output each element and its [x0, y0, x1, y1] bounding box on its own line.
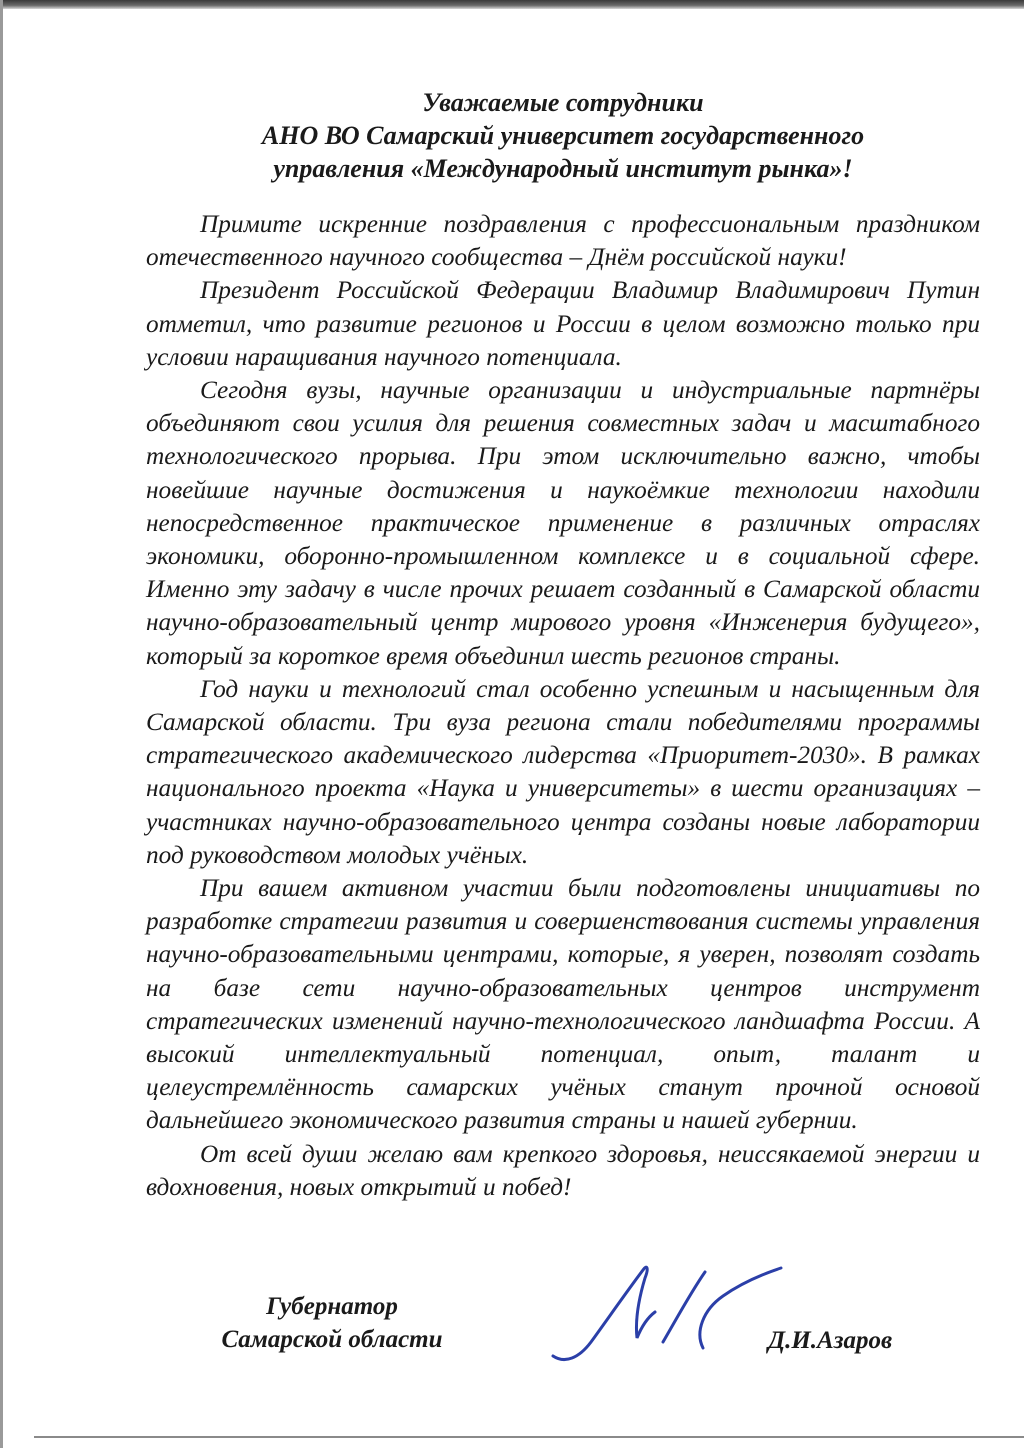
letter-text	[146, 208, 980, 1204]
letter-body	[146, 86, 980, 1204]
paragraph-wishes: От всей души желаю вам крепкого здоровья, неиссякаемой энергии и вдохновения, новых открытий и побед!	[146, 1139, 980, 1201]
scan-edge-bottom	[34, 1436, 1024, 1438]
scan-edge-left	[0, 0, 3, 1448]
signer-position-line-1: Губернатор	[266, 1293, 398, 1320]
paragraph-initiatives: При вашем активном участии были подготовлены инициативы по разработке стратегии развития и совершенствования системы управления научно-образовательными центрами, которые, я уверен, позволят создать на базе сети научно-образовательных центров инструмент стратегических изменений научно-технологического ландшафта России. А высокий интеллектуальный потенциал, опыт, талант и целеустремлённость самарских учёных станут прочной основой дальнейшего экономического развития страны и нашей губернии.	[146, 874, 980, 1135]
paragraph-president: Президент Российской Федерации Владимир Владимирович Путин отметил, что развитие регионов и России в целом возможно только при условии наращивания научного потенциала.	[146, 276, 980, 371]
signer-position-line-2: Самарской области	[221, 1326, 443, 1353]
salutation	[146, 86, 980, 185]
paragraph-year-of-science: Год науки и технологий стал особенно успешным и насыщенным для Самарской области. Три вуза региона стали победителями программы стратегического академического лидерства «Приоритет-2030». В рамках национального проекта «Наука и университеты» в шести организациях – участниках научно-образовательного центра созданы новые лаборатории под руководством молодых учёных.	[146, 674, 980, 869]
salutation-line-2: АНО ВО Самарский университет государственного	[261, 121, 865, 150]
signature-block	[0, 1290, 1024, 1370]
paragraph-universities: Сегодня вузы, научные организации и индустриальные партнёры объединяют свои усилия для решения совместных задач и масштабного технологического прорыва. При этом исключительно важно, чтобы новейшие научные достижения и наукоёмкие технологии находили непосредственное практическое применение в различных отраслях экономики, оборонно-промышленном комплексе и в социальной сфере. Именно эту задачу в числе прочих решает созданный в Самарской области научно-образовательный центр мирового уровня «Инженерия будущего», который за короткое время объединил шесть регионов страны.	[146, 376, 980, 670]
signer-position	[202, 1290, 462, 1356]
signer-name: Д.И.Азаров	[768, 1327, 893, 1354]
paragraph-congratulations: Примите искренние поздравления с профессиональным праздником отечественного научного сообщества – Днём российской науки!	[146, 210, 980, 272]
handwritten-signature	[545, 1258, 785, 1368]
scan-edge-top	[0, 0, 1024, 9]
salutation-line-3: управления «Международный институт рынка»!	[273, 154, 853, 183]
salutation-line-1: Уважаемые сотрудники	[422, 88, 704, 117]
